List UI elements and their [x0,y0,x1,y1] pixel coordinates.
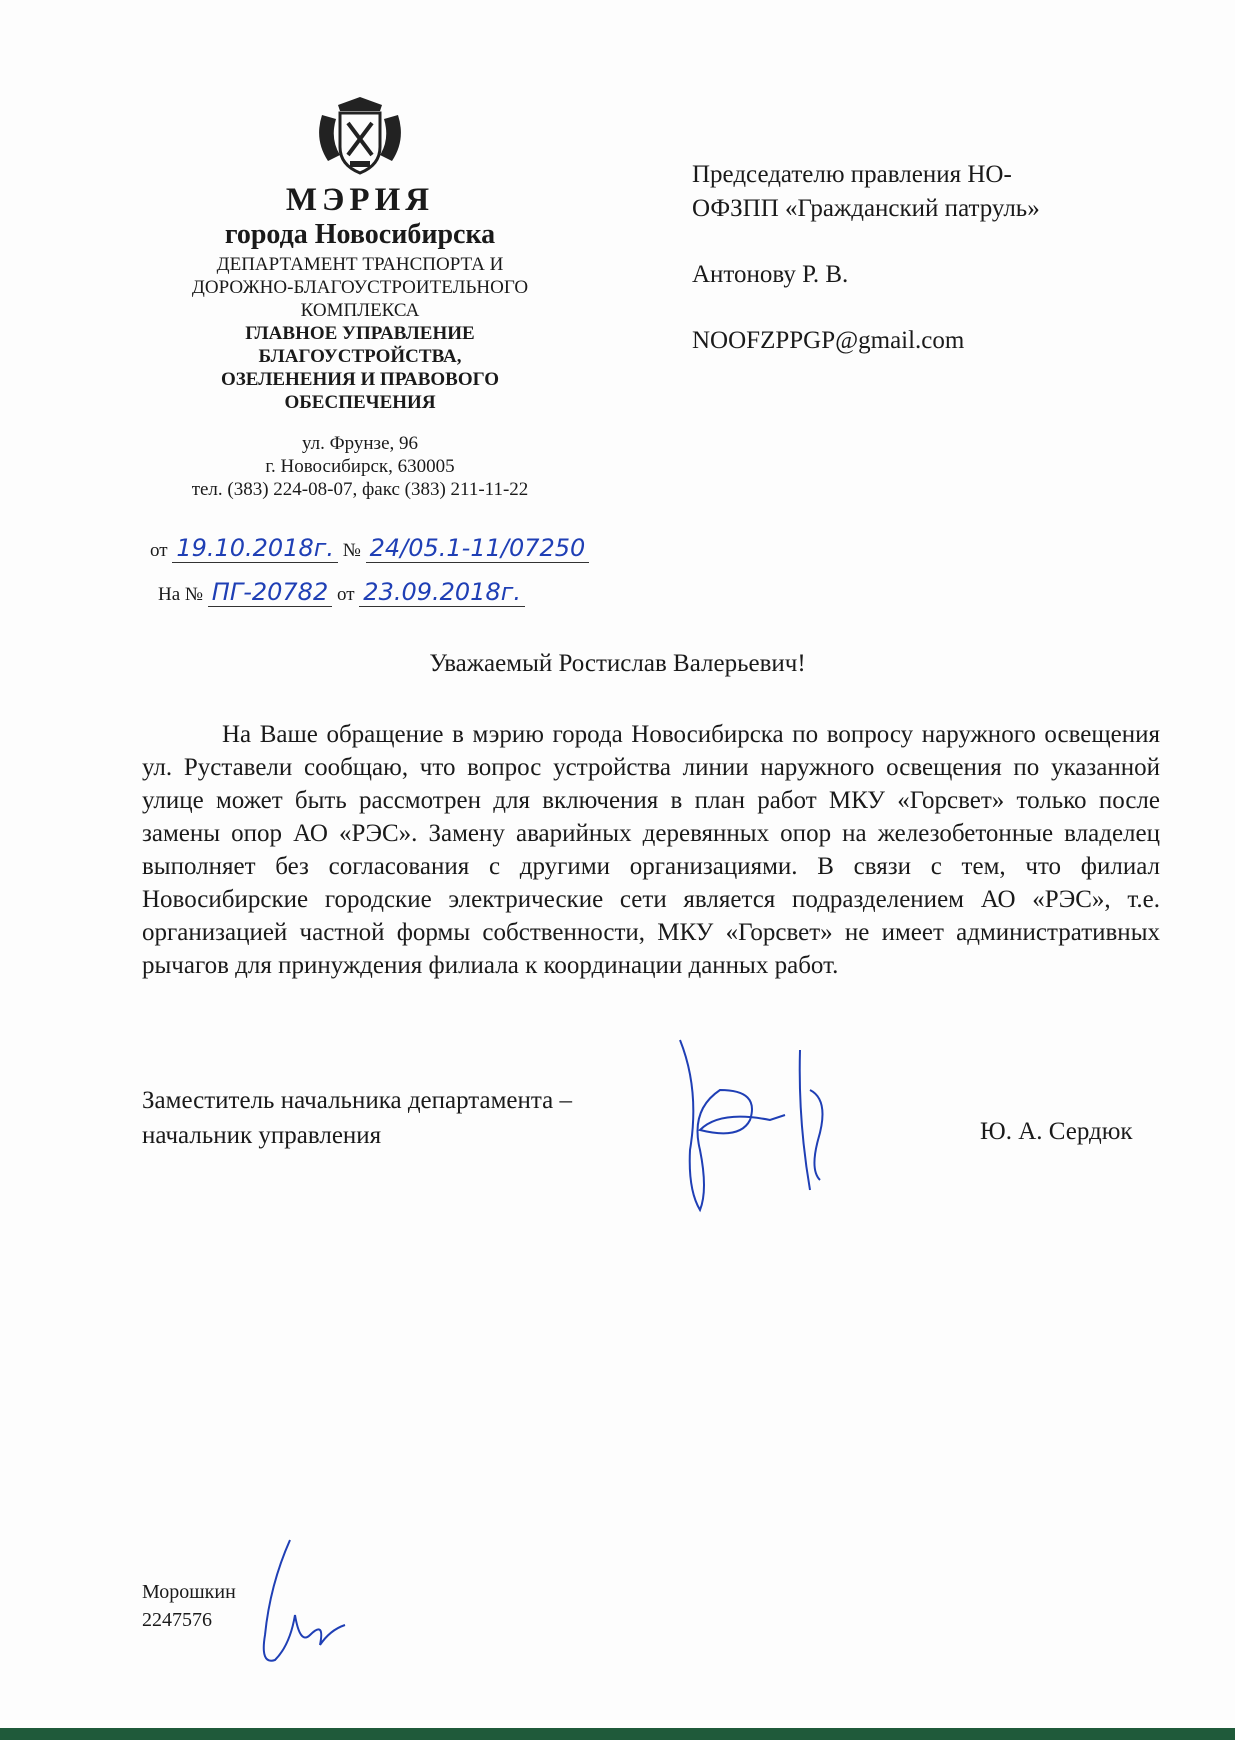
address-city: г. Новосибирск, 630005 [265,456,455,477]
addressee-email: NOOFZPPGP@gmail.com [692,327,965,354]
incoming-reference [158,578,525,606]
reply-from-label: от [336,584,355,605]
address-street: ул. Фрунзе, 96 [301,433,418,454]
from-label: от [150,540,168,561]
org-title: МЭРИЯ [285,182,435,218]
executor-phone: 2247576 [142,1609,212,1631]
addressee-title [692,158,1132,226]
executor-block [142,1578,236,1634]
novosibirsk-coat-of-arms-icon [310,95,410,179]
executor-name: Морошкин [142,1581,236,1603]
addressee-name: Антонову Р. В. [692,261,849,288]
position-line: начальник управления [142,1122,382,1149]
outgoing-registration [150,534,589,562]
salutation: Уважаемый Ростислав Валерьевич! [429,650,806,677]
number-label: № [342,540,361,561]
reply-label: На № [158,584,204,605]
scan-edge [0,1728,1235,1740]
department-line: КОМПЛЕКСА [300,300,420,321]
reply-number: ПГ-20782 [208,578,332,607]
letter-body: На Ваше обращение в мэрию города Новосибирска по вопросу наружного освещения ул. Руставели сообщаю, что вопрос устройства линии наружного освещения по указанной улице может быть рассмотрен для включения в план работ МКУ «Горсвет» только после замены опор АО «РЭС». Замену аварийных деревянных опор на железобетонные владелец выполняет без согласования с другими организациями. В связи с тем, что филиал Новосибирские городские электрические сети является подразделением АО «РЭС», т.е. организацией частной формы собственности, МКУ «Горсвет» не имеет административных рычагов для принуждения филиала к координации данных работ. [142,721,1160,979]
administration-line: ОБЕСПЕЧЕНИЯ [284,392,436,413]
administration-line: ГЛАВНОЕ УПРАВЛЕНИЕ [245,323,475,344]
addressee-title-line: Председателю правления НО- [692,161,1012,188]
address-block [140,432,580,501]
handwritten-signature [660,1030,860,1230]
addressee-block [692,158,1132,390]
reply-date: 23.09.2018г. [359,578,525,607]
department-name [140,253,580,322]
org-subtitle: города Новосибирска [224,219,496,250]
outgoing-number: 24/05.1-11/07250 [366,534,590,563]
handwritten-initials [250,1535,350,1675]
position-line: Заместитель начальника департамента – [142,1087,572,1114]
address-phone: тел. (383) 224-08-07, факс (383) 211-11-22 [191,479,529,500]
signatory-position [142,1083,572,1153]
department-line: ДОРОЖНО-БЛАГОУСТРОИТЕЛЬНОГО [191,277,529,298]
administration-line: ОЗЕЛЕНЕНИЯ И ПРАВОВОГО [220,369,500,390]
addressee-title-line: ОФЗПП «Гражданский патруль» [692,195,1040,222]
administration-name [140,322,580,414]
administration-line: БЛАГОУСТРОЙСТВА, [258,346,462,367]
outgoing-date: 19.10.2018г. [172,534,338,563]
letterhead [140,95,580,501]
department-line: ДЕПАРТАМЕНТ ТРАНСПОРТА И [216,254,504,275]
signer-name: Ю. А. Сердюк [980,1118,1133,1145]
